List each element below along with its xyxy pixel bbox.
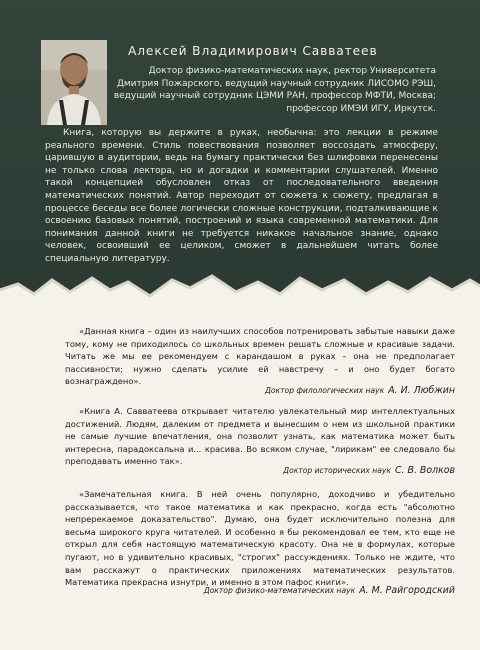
author-photo (41, 40, 107, 125)
review-attribution-3 (65, 578, 455, 597)
reviewer-name: А. И. Любжин (388, 385, 455, 396)
reviewer-name: А. М. Райгородский (359, 585, 455, 596)
review-quote-2: «Книга А. Савватеева открывает читателю увлекательный мир интеллектуальных достижений. Людям, далеким от предмета и вынесшим о нем из школьной практики не самые лучшие впечатления, она позволит узнать, как математика может быть интересна, парадоксальна и... красива. Во всяком случае, "лирикам" ее следовало бы преподавать именно так». (65, 406, 455, 467)
review-attribution-2 (65, 458, 455, 477)
review-quote-1: «Данная книга – один из наилучших способов потренировать забытые навыки даже тому, кому не приходилось со школьных времен решать сложные и красивые задачи. Читать же мы ее рекомендуем с карандашом в руках – она не предполагает пассивности; нужно сделать усилие ей навстречу – и оно будет богато вознаграждено». (65, 326, 455, 387)
review-attribution-1 (65, 378, 455, 397)
book-description: Книга, которую вы держите в руках, необычна: это лекции в режиме реального времени. Стиль повествования позволяет воссоздать атмосферу, царившую в аудитории, ведь на бумагу практически без шлифовки перенесены не только слова лектора, но и догадки и комментарии слушателей. Именно такой концепцией обусловлен отказ от последовательного введения математических понятий. Автор переходит от сюжета к сюжету, предлагая в процессе беседы все более логически сложные конструкции, подталкивающие к освоению базовых понятий, построений и языка современной математики. Для понимания данной книги не требуется никакое начальное знание, однако человек, освоивший ее целиком, сможет в дальнейшем читать более специальную литературу. (45, 128, 438, 264)
reviewer-degree: Доктор филологических наук (264, 386, 385, 395)
author-bio: Доктор физико-математических наук, ректор Университета Дмитрия Пожарского, ведущий научный сотрудник ЛИСОМО РЭШ, ведущий научный сотрудник ЦЭМИ РАН, профессор МФТИ, Москва; профессор ИМЭИ ИГУ, Иркутск. (113, 66, 436, 114)
reviewer-name: С. В. Волков (395, 465, 455, 476)
author-name: Алексей Владимирович Савватеев (128, 44, 378, 58)
reviewer-degree: Доктор физико-математических наук (203, 586, 356, 595)
reviewer-degree: Доктор исторических наук (283, 466, 392, 475)
review-quote-3: «Замечательная книга. В ней очень популярно, доходчиво и убедительно рассказывается, что такое математика и как прекрасно, когда есть "абсолютно непререкаемое доказательство". Думаю, она будет исключительно полезна для весьма широкого круга читателей. И особенно я бы рекомендовал ее тем, кто еще не открыл для себя настоящую математическую красоту. Она не в формулах, которые пугают, но в удивительно красивых, "строгих" рассуждениях. Только не ждите, что вам расскажут о практических приложениях математических результатов. Математика прекрасна изнутри, и именно в этом пафос книги». (65, 489, 455, 588)
